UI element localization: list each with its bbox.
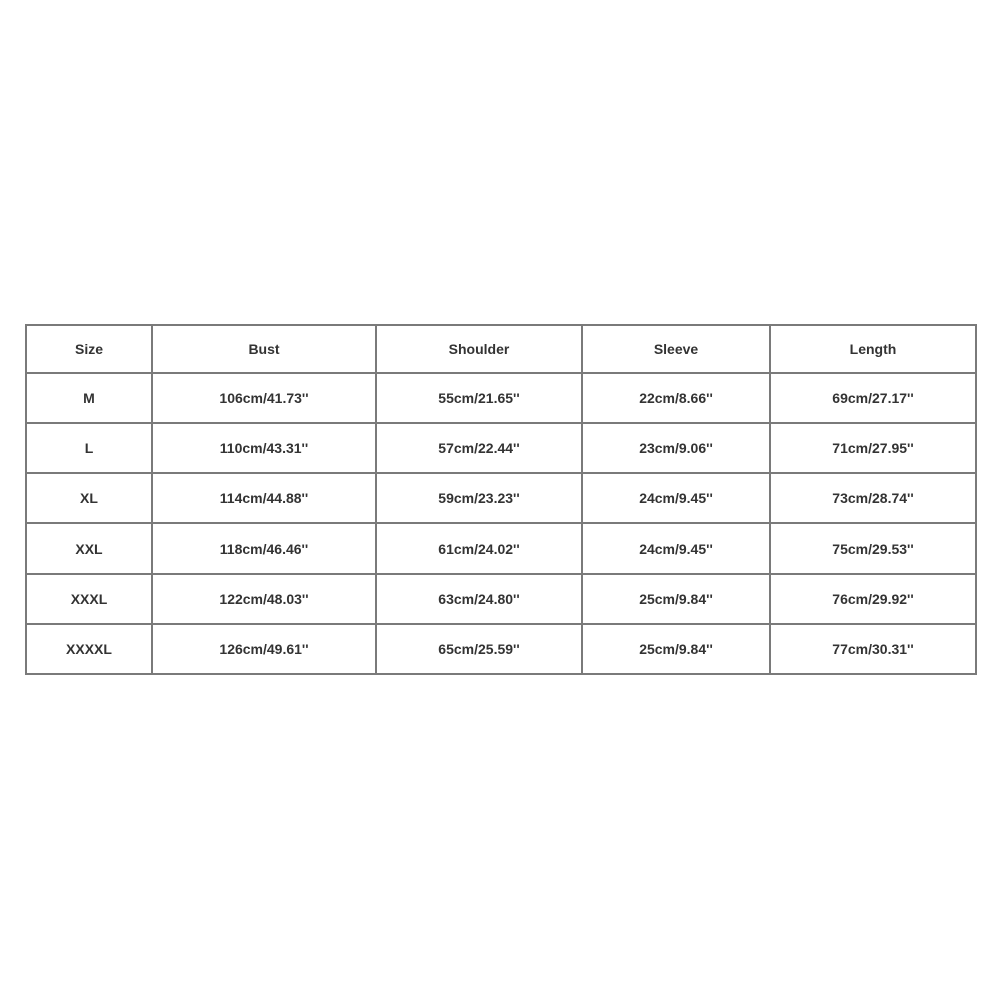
- table-row: [26, 523, 976, 573]
- cell-size: L: [26, 423, 152, 473]
- cell-sleeve: 24cm/9.45'': [582, 523, 770, 573]
- cell-shoulder: 63cm/24.80'': [376, 574, 582, 624]
- cell-sleeve: 22cm/8.66'': [582, 373, 770, 423]
- cell-sleeve: 24cm/9.45'': [582, 473, 770, 523]
- cell-bust: 126cm/49.61'': [152, 624, 376, 674]
- table-row: [26, 624, 976, 674]
- cell-length: 75cm/29.53'': [770, 523, 976, 573]
- cell-bust: 110cm/43.31'': [152, 423, 376, 473]
- cell-bust: 122cm/48.03'': [152, 574, 376, 624]
- header-shoulder: Shoulder: [376, 325, 582, 373]
- cell-bust: 118cm/46.46'': [152, 523, 376, 573]
- cell-size: XL: [26, 473, 152, 523]
- cell-sleeve: 25cm/9.84'': [582, 574, 770, 624]
- cell-size: XXXL: [26, 574, 152, 624]
- table-row: [26, 574, 976, 624]
- cell-length: 71cm/27.95'': [770, 423, 976, 473]
- cell-length: 69cm/27.17'': [770, 373, 976, 423]
- cell-length: 76cm/29.92'': [770, 574, 976, 624]
- cell-bust: 106cm/41.73'': [152, 373, 376, 423]
- cell-size: XXL: [26, 523, 152, 573]
- header-bust: Bust: [152, 325, 376, 373]
- cell-shoulder: 65cm/25.59'': [376, 624, 582, 674]
- table-row: [26, 423, 976, 473]
- cell-size: M: [26, 373, 152, 423]
- table-row: [26, 373, 976, 423]
- cell-shoulder: 55cm/21.65'': [376, 373, 582, 423]
- cell-size: XXXXL: [26, 624, 152, 674]
- size-chart-table: [25, 324, 977, 675]
- cell-bust: 114cm/44.88'': [152, 473, 376, 523]
- cell-length: 73cm/28.74'': [770, 473, 976, 523]
- cell-sleeve: 25cm/9.84'': [582, 624, 770, 674]
- header-sleeve: Sleeve: [582, 325, 770, 373]
- cell-sleeve: 23cm/9.06'': [582, 423, 770, 473]
- cell-length: 77cm/30.31'': [770, 624, 976, 674]
- cell-shoulder: 61cm/24.02'': [376, 523, 582, 573]
- header-size: Size: [26, 325, 152, 373]
- cell-shoulder: 59cm/23.23'': [376, 473, 582, 523]
- header-row: [26, 325, 976, 373]
- table-row: [26, 473, 976, 523]
- header-length: Length: [770, 325, 976, 373]
- cell-shoulder: 57cm/22.44'': [376, 423, 582, 473]
